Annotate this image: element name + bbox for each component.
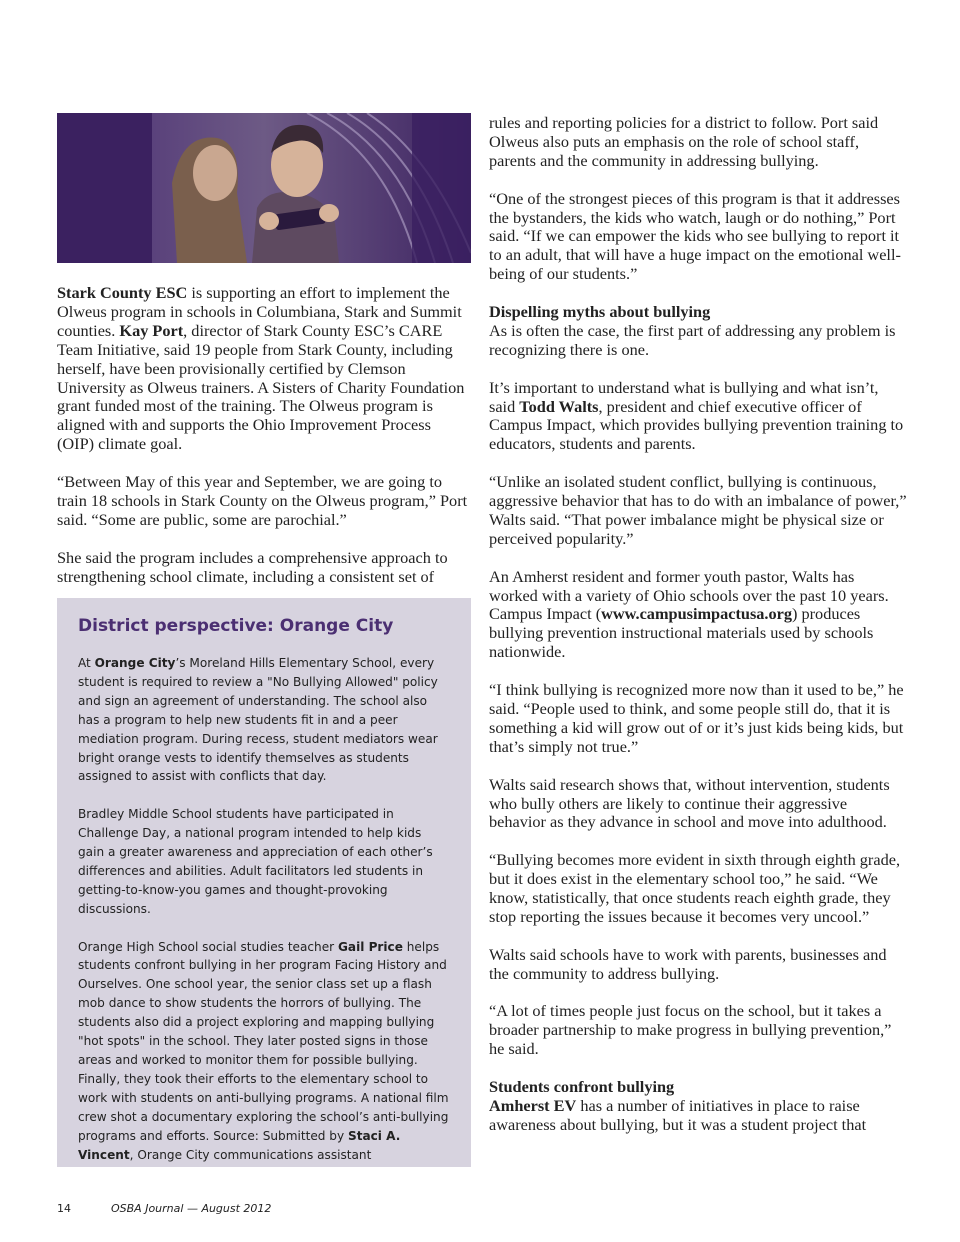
person-name: Kay Port: [119, 320, 184, 340]
district-name: Amherst EV: [489, 1095, 577, 1115]
right-paragraph-2: “One of the strongest pieces of this program is that it addresses the bystanders, the kids who watch, laugh or do nothing,” Port said. “If we can empower the kids who see bullying to report it to an adult, that will have a huge impact on the emotional well-being of our students.”: [489, 188, 901, 284]
text-run: Orange High School social studies teacher: [78, 939, 338, 954]
person-name: Staci A. Vincent: [78, 1128, 401, 1162]
right-paragraph-7: “I think bullying is recognized more now than it used to be,” he said. “People used to think, and some people still do, that it is something a kid will grow out of or it’s just kids being kids, but that’s simply not true.”: [489, 680, 904, 756]
article-illustration: [57, 113, 471, 263]
text-run: At: [78, 656, 95, 670]
page-number: 14: [57, 1202, 71, 1215]
text-run: , director of Stark County ESC’s CARE Team Initiative, said 19 people from Stark County, including herself, have been provisionally certified by Clemson University as Olweus trainers. A Sisters of Charity Foundation grant funded most of the training. The Olweus program is aligned with and supports the Ohio Improvement Process (OIP) climate goal.: [57, 320, 465, 454]
students-section: [489, 1078, 907, 1135]
text-run: An Amherst resident and former youth pastor, Walts has worked with a variety of Ohio schools over the past 10 years. Campus Impact (: [489, 566, 889, 624]
left-column: [57, 284, 471, 605]
publication-name: OSBA Journal — August 2012: [111, 1202, 272, 1215]
text-run: is supporting an effort to implement the Olweus program in schools in Columbiana, Stark and Summit counties.: [57, 283, 462, 340]
text-run: , president and chief executive officer of Campus Impact, which provides bullying prevention training to educators, students and parents.: [489, 396, 904, 454]
page-footer: [57, 1202, 271, 1215]
left-paragraph-2: “Between May of this year and September, we are going to train 18 schools in Stark County on the Olweus program,” Port said. “Some are public, some are parochial.”: [57, 472, 468, 529]
text-run: It’s important to understand what is bullying and what isn’t, said: [489, 377, 879, 416]
right-paragraph-1: rules and reporting policies for a district to follow. Port said Olweus also puts an emphasis on the role of school staff, parents and the community in addressing bullying.: [489, 113, 879, 170]
right-paragraph-10: Walts said schools have to work with parents, businesses and the community to address bullying.: [489, 944, 887, 983]
sidebar-box: [57, 598, 471, 1167]
text-run: ) produces bullying prevention instructional materials used by schools nationwide.: [489, 604, 874, 662]
text-run: ’s Moreland Hills Elementary School, every student is required to review a "No Bullying Allowed" policy and sign an agreement of understanding. The school also has a program to help new students fit in and a peer mediation program. During recess, student mediators wear bright orange vests to identify themselves as students assigned to assist with conflicts that day.: [78, 656, 438, 784]
subheading-students-confront: Students confront bullying: [489, 1077, 675, 1097]
sidebar-paragraph-3: [78, 938, 449, 1165]
right-column: [489, 114, 907, 1154]
left-paragraph-1: [57, 284, 471, 454]
sidebar-paragraph-1: [78, 654, 449, 786]
subheading-dispelling-myths: Dispelling myths about bullying: [489, 302, 711, 322]
website-link[interactable]: www.campusimpactusa.org: [601, 604, 792, 624]
sidebar-title: District perspective: Orange City: [78, 616, 394, 636]
org-name: Stark County ESC: [57, 283, 188, 302]
sidebar-paragraph-2: Bradley Middle School students have participated in Challenge Day, a national program intended to help kids gain a greater awareness and appreciation of each other’s differences and abilities. Adult facilitators led students in getting-to-know-you games and thought-provoking discussions.: [78, 807, 433, 916]
myths-section: [489, 303, 907, 360]
illustration-couple-phone-icon: [57, 113, 471, 263]
right-paragraph-11: “A lot of times people just focus on the school, but it takes a broader partnership to make progress in bullying prevention,” he said.: [489, 1001, 892, 1059]
left-paragraph-3: She said the program includes a comprehensive approach to strengthening school climate, including a consistent set of: [57, 547, 448, 586]
text-run: helps students confront bullying in her program Facing History and Ourselves. One school year, the senior class set up a flash mob dance to show students the horrors of bullying. The students also did a project exploring and mapping bullying "hot spots" in the school. They later posted signs in those areas and worked to monitor them for possible bullying. Finally, they took their efforts to the elementary school to work with students on anti-bullying programs. A national film crew shot a documentary exploring the school’s anti-bullying programs and efforts. Source: Submitted by: [78, 939, 449, 1143]
right-paragraph-4: [489, 379, 907, 455]
place-name: Orange City: [94, 656, 176, 670]
right-paragraph-5: “Unlike an isolated student conflict, bullying is continuous, aggressive behavior that has to do with an imbalance of power,” Walts said. “That power imbalance might be physical size or perceived popularity.”: [489, 472, 907, 548]
text-run: has a number of initiatives in place to raise awareness about bullying, but it was a student project that: [489, 1095, 867, 1134]
right-paragraph-8: Walts said research shows that, without intervention, students who bully others are likely to continue their aggressive behavior as they advance in school and move into adulthood.: [489, 774, 890, 832]
text-run: , Orange City communications assistant: [129, 1147, 372, 1162]
right-paragraph-9: “Bullying becomes more evident in sixth through eighth grade, but it does exist in the elementary school too,” he said. “We know, statistically, that once students reach eighth grade, they stop reporting the issues because it becomes very uncool.”: [489, 850, 901, 926]
right-paragraph-6: [489, 568, 907, 663]
person-name: Todd Walts: [519, 396, 599, 416]
person-name: Gail Price: [337, 939, 403, 954]
text-run: As is often the case, the first part of addressing any problem is recognizing there is one.: [489, 320, 896, 359]
